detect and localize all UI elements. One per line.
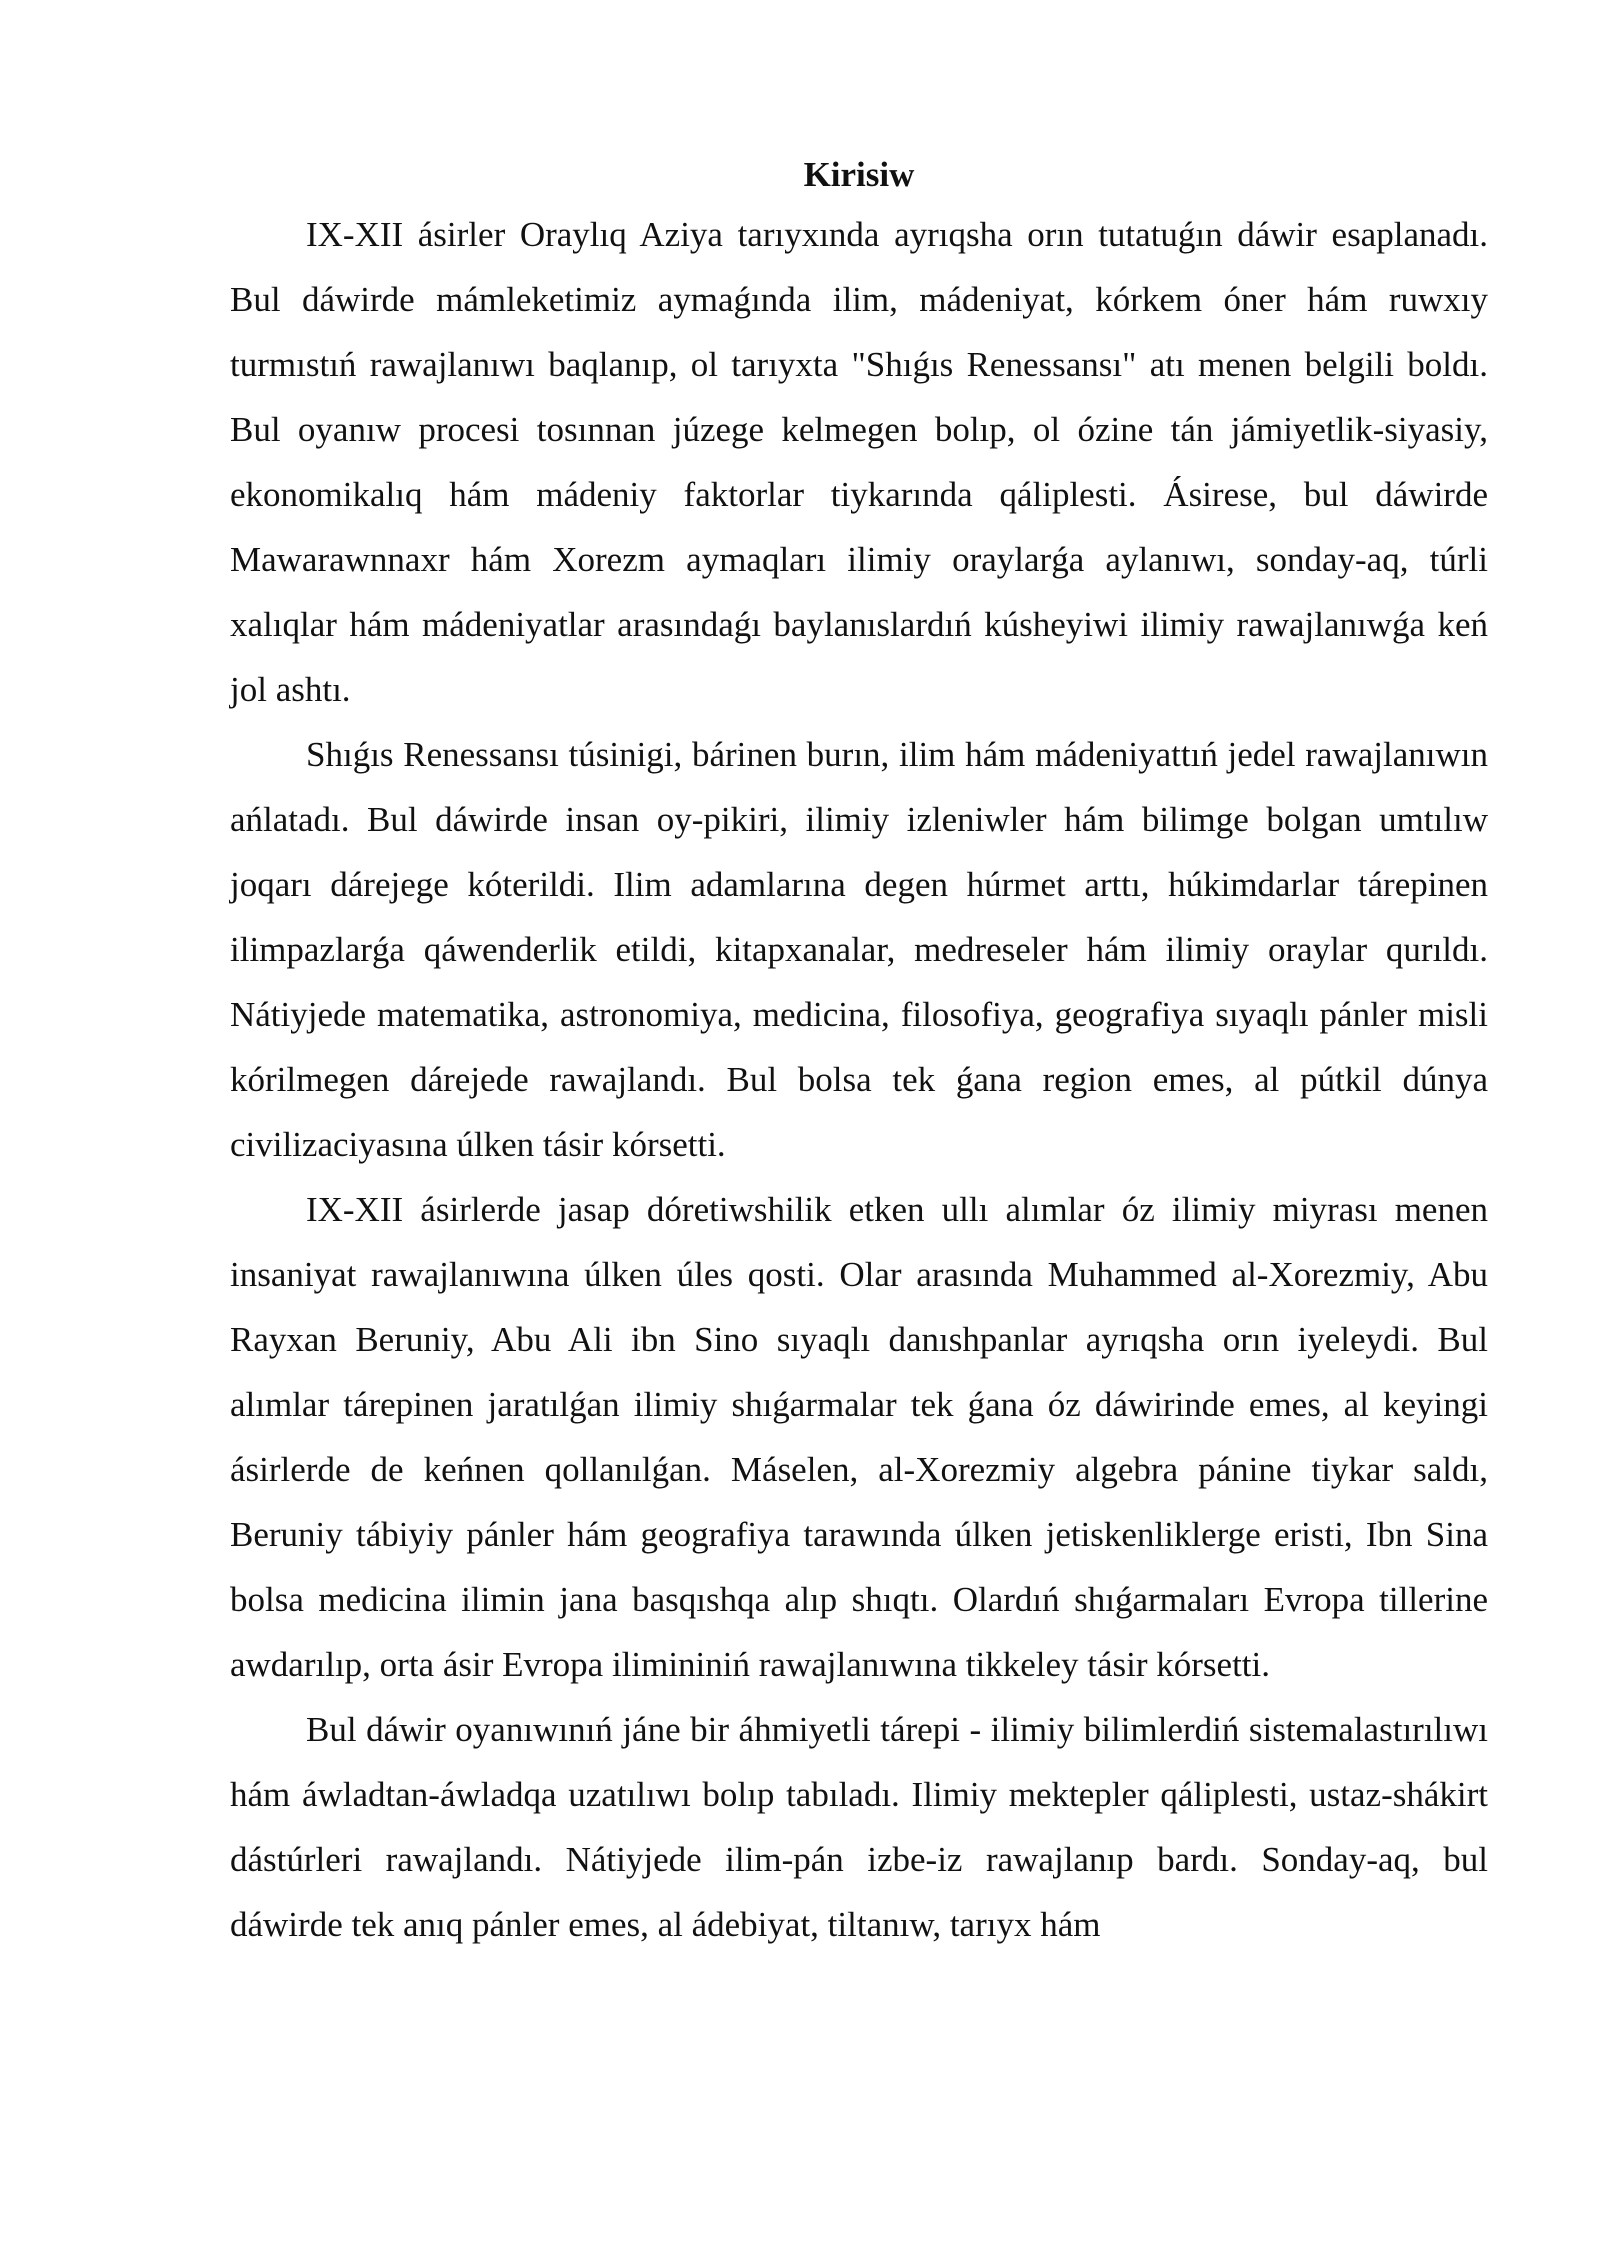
- paragraph-2: Shıǵıs Renessansı túsinigi, bárinen burın, ilim hám mádeniyattıń jedel rawajlanıwın ańlatadı. Bul dáwirde insan oy-pikiri, ilimiy izleniwler hám bilimge bolgan umtılıw joqarı dárejege kóterildi. Ilim adamlarına degen húrmet arttı, húkimdarlar tárepinen ilimpazlarǵa qáwenderlik etildi, kitapxanalar, medreseler hám ilimiy oraylar qurıldı. Nátiyjede matematika, astronomiya, medicina, filosofiya, geografiya sıyaqlı pánler misli kórilmegen dárejede rawajlandı. Bul bolsa tek ǵana region emes, al pútkil dúnya civilizaciyasına úlken tásir kórsetti.: [230, 735, 1488, 1164]
- paragraph-3: IX-XII ásirlerde jasap dóretiwshilik etken ullı alımlar óz ilimiy miyrası menen insaniyat rawajlanıwına úlken úles qosti. Olar arasında Muhammed al-Xorezmiy, Abu Rayxan Beruniy, Abu Ali ibn Sino sıyaqlı danıshpanlar ayrıqsha orın iyeleydi. Bul alımlar tárepinen jaratılǵan ilimiy shıǵarmalar tek ǵana óz dáwirinde emes, al keyingi ásirlerde de keńnen qollanılǵan. Máselen, al-Xorezmiy algebra pánine tiykar saldı, Beruniy tábiyiy pánler hám geografiya tarawında úlken jetiskenliklerge eristi, Ibn Sina bolsa medicina ilimin jana basqıshqa alıp shıqtı. Olardıń shıǵarmaları Evropa tillerine awdarılıp, orta ásir Evropa ilimininiń rawajlanıwına tikkeley tásir kórsetti.: [230, 1190, 1488, 1684]
- document-body: [230, 148, 1488, 1957]
- paragraph-4: Bul dáwir oyanıwınıń jáne bir áhmiyetli tárepi - ilimiy bilimlerdiń sistemalastırılıwı hám áwladtan-áwladqa uzatılıwı bolıp tabıladı. Ilimiy mektepler qáliplesti, ustaz-shákirt dástúrleri rawajlandı. Nátiyjede ilim-pán izbe-iz rawajlanıp bardı. Sonday-aq, bul dáwirde tek anıq pánler emes, al ádebiyat, tiltanıw, tarıyx hám: [230, 1710, 1488, 1944]
- paragraph-1: IX-XII ásirler Oraylıq Aziya tarıyxında ayrıqsha orın tutatuǵın dáwir esaplanadı. Bul dáwirde mámleketimiz aymaǵında ilim, mádeniyat, kórkem óner hám ruwxıy turmıstıń rawajlanıwı baqlanıp, ol tarıyxta "Shıǵıs Renessansı" atı menen belgili boldı. Bul oyanıw procesi tosınnan júzege kelmegen bolıp, ol ózine tán jámiyetlik-siyasiy, ekonomikalıq hám mádeniy faktorlar tiykarında qáliplesti. Ásirese, bul dáwirde Mawarawnnaxr hám Xorezm aymaqları ilimiy oraylarǵa aylanıwı, sonday-aq, túrli xalıqlar hám mádeniyatlar arasındaǵı baylanıslardıń kúsheyiwi ilimiy rawajlanıwǵa keń jol ashtı.: [230, 215, 1488, 709]
- document-title: Kirisiw: [803, 155, 915, 194]
